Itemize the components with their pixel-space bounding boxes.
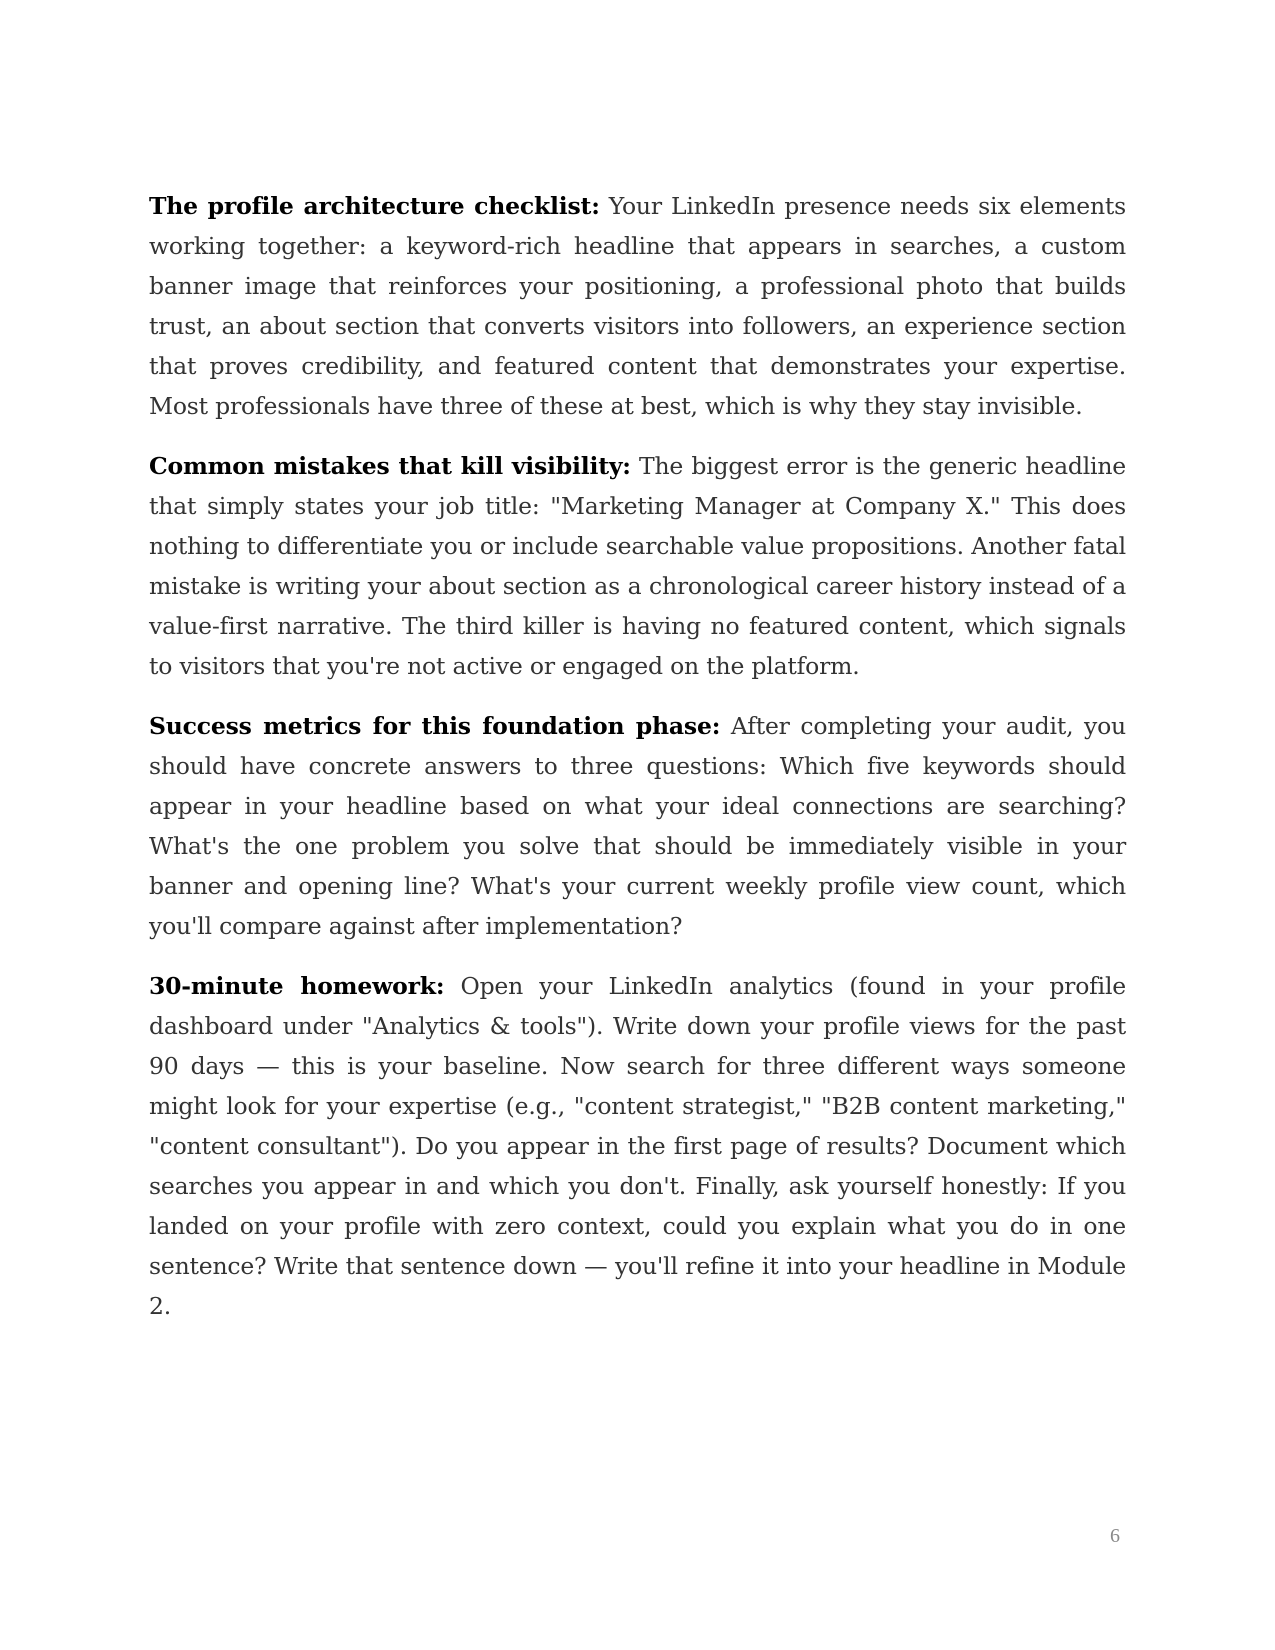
page-number: 6 (1110, 1525, 1120, 1547)
paragraph-heading: 30-minute homework: (149, 972, 445, 1000)
paragraph-body: Your LinkedIn presence needs six elements working together: a keyword-rich headline that appears in searches, a custom banner image that reinforces your positioning, a professional photo that builds trust, an about section that converts visitors into followers, an experience section that proves credibility, and featured content that demonstrates your expertise. Most professionals have three of these at best, which is why they stay invisible. (149, 192, 1126, 420)
paragraph-heading: The profile architecture checklist: (149, 192, 600, 220)
paragraph-body: The biggest error is the generic headline that simply states your job title: "Marketing Manager at Company X." This does nothing to differentiate you or include searchable value propositions. Another fatal mistake is writing your about section as a chronological career history instead of a value-first narrative. The third killer is having no featured content, which signals to visitors that you're not active or engaged on the platform. (149, 452, 1126, 680)
paragraph-profile-architecture (149, 186, 1126, 426)
paragraph-body: Open your LinkedIn analytics (found in your profile dashboard under "Analytics & tools"). Write down your profile views for the past 90 days — this is your baseline. Now search for three different ways someone might look for your expertise (e.g., "content strategist," "B2B content marketing," "content consultant"). Do you appear in the first page of results? Document which searches you appear in and which you don't. Finally, ask yourself honestly: If you landed on your profile with zero context, could you explain what you do in one sentence? Write that sentence down — you'll refine it into your headline in Module 2. (149, 972, 1126, 1320)
paragraph-success-metrics (149, 706, 1126, 946)
document-page (149, 186, 1126, 1346)
paragraph-heading: Success metrics for this foundation phase: (149, 712, 721, 740)
paragraph-homework (149, 966, 1126, 1326)
paragraph-common-mistakes (149, 446, 1126, 686)
paragraph-heading: Common mistakes that kill visibility: (149, 452, 631, 480)
paragraph-body: After completing your audit, you should have concrete answers to three questions: Which five keywords should appear in your headline based on what your ideal connections are searching? What's the one problem you solve that should be immediately visible in your banner and opening line? What's your current weekly profile view count, which you'll compare against after implementation? (149, 712, 1126, 940)
